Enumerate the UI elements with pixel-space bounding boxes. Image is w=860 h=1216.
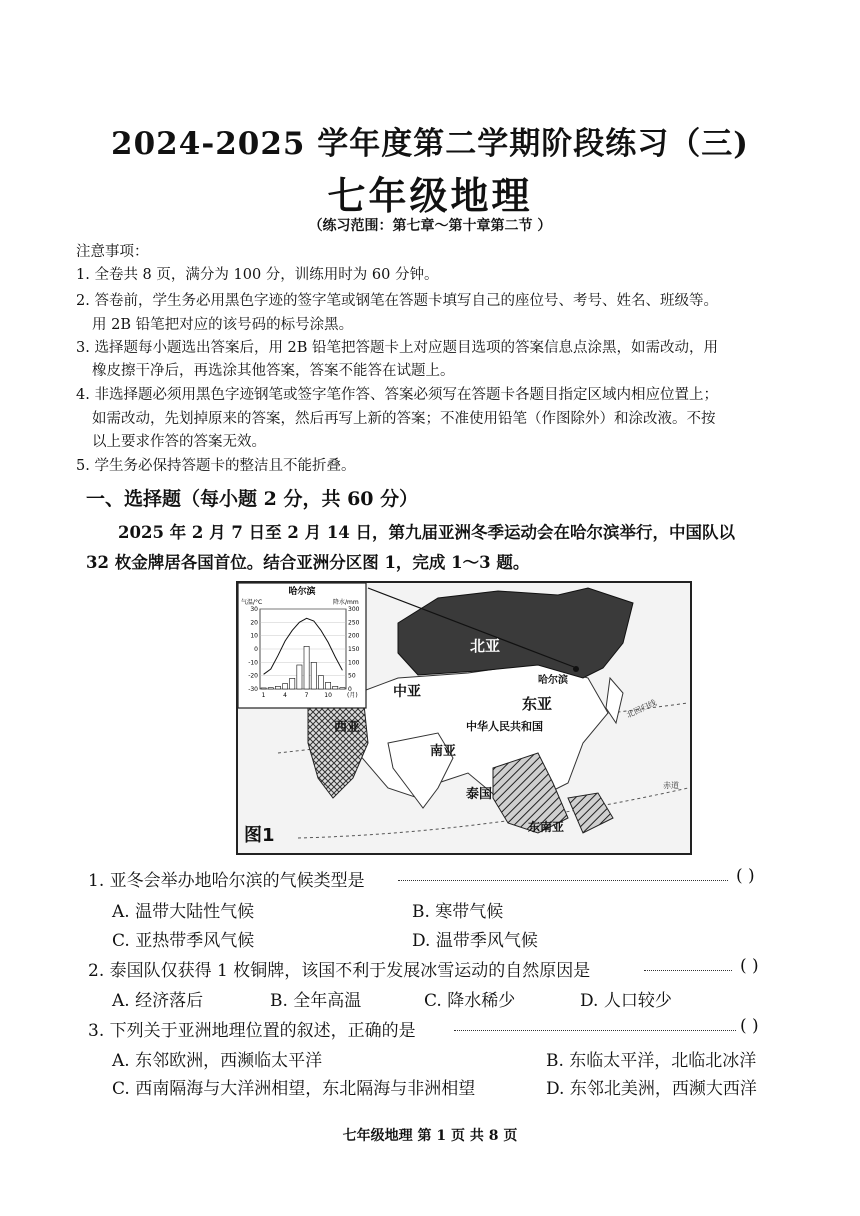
option-b: B. 全年高温 — [270, 991, 362, 1011]
section-heading: 一、选择题（每小题 2 分，共 60 分） — [86, 488, 419, 510]
note-line: 5. 学生务必保持答题卡的整洁且不能折叠。 — [76, 458, 356, 474]
precipitation-bar — [340, 688, 345, 689]
label-north-asia: 北亚 — [470, 637, 501, 655]
inset-right-tick: 250 — [348, 619, 360, 627]
precipitation-bar — [297, 665, 302, 689]
precipitation-bar — [275, 686, 280, 689]
option-a: A. 经济落后 — [112, 991, 204, 1011]
inset-left-tick: -20 — [248, 672, 258, 680]
inset-left-tick: 30 — [250, 606, 258, 613]
intro-text: 32 枚金牌居各国首位。结合亚洲分区图 1，完成 1～3 题。 — [86, 553, 530, 572]
answer-bracket: ( ) — [736, 866, 755, 886]
label-east-asia: 东亚 — [522, 695, 553, 713]
inset-right-tick: 200 — [348, 632, 360, 640]
inset-right-tick: 300 — [348, 606, 360, 613]
label-harbin: 哈尔滨 — [538, 675, 568, 686]
question-1-stem: 1. 亚冬会举办地哈尔滨的气候类型是 — [88, 871, 365, 891]
option-c: C. 亚热带季风气候 — [112, 931, 255, 951]
option-c: C. 西南隔海与大洋洲相望，东北隔海与非洲相望 — [112, 1079, 476, 1099]
inset-month-tick: 7 — [304, 692, 309, 699]
option-d: D. 温带季风气候 — [412, 931, 538, 951]
option-b: B. 寒带气候 — [412, 902, 504, 922]
inset-month-tick: 4 — [283, 692, 287, 699]
label-central-asia: 中亚 — [393, 684, 421, 700]
asia-region-map — [236, 581, 692, 855]
exam-title: 2024-2025 学年度第二学期阶段练习（三) — [111, 126, 749, 162]
option-a: A. 东邻欧洲，西濒临太平洋 — [112, 1051, 323, 1071]
label-thailand: 泰国 — [466, 787, 493, 802]
option-a: A. 温带大陆性气候 — [112, 902, 255, 922]
map-svg — [238, 583, 690, 853]
precipitation-bar — [268, 688, 273, 689]
intro-text: 2025 年 2 月 7 日至 2 月 14 日，第九届亚洲冬季运动会在哈尔滨举行，中国队以 — [118, 523, 736, 542]
north-asia-region — [398, 588, 633, 678]
note-line: 用 2B 铅笔把对应的该号码的标号涂黑。 — [92, 317, 354, 333]
note-line: 以上要求作答的答案无效。 — [92, 434, 266, 450]
precipitation-bar — [304, 646, 309, 689]
inset-left-tick: 10 — [250, 632, 258, 640]
exam-scope: （练习范围：第七章～第十章第二节 ） — [308, 218, 552, 234]
inset-left-tick: -30 — [248, 686, 258, 693]
note-line: 橡皮擦干净后，再选涂其他答案，答案不能答在试题上。 — [92, 363, 455, 379]
answer-bracket: ( ) — [740, 1016, 759, 1036]
label-southeast-asia: 东南亚 — [528, 820, 565, 834]
precipitation-bar — [326, 682, 331, 689]
inset-left-tick: -10 — [248, 659, 258, 667]
label-equator: 赤道 — [663, 781, 679, 790]
option-d: D. 人口较少 — [580, 991, 672, 1011]
note-line: 2. 答卷前，学生务必用黑色字迹的签字笔或钢笔在答题卡填写自己的座位号、考号、姓名、班级等。 — [76, 293, 718, 309]
notes-heading: 注意事项： — [76, 244, 149, 260]
note-line: 4. 非选择题必须用黑色字迹钢笔或签字笔作答、答案必须写在答题卡各题目指定区域内相应位置上； — [76, 387, 718, 403]
option-c: C. 降水稀少 — [424, 991, 516, 1011]
note-line: 3. 选择题每小题选出答案后，用 2B 铅笔把答题卡上对应题目选项的答案信息点涂黑，如需改动，用 — [76, 340, 719, 356]
precipitation-bar — [311, 662, 316, 689]
option-b: B. 东临太平洋，北临北冰洋 — [546, 1051, 757, 1071]
figure-label: 图1 — [244, 825, 275, 846]
inset-right-tick: 100 — [348, 659, 360, 667]
precipitation-bar — [261, 688, 266, 689]
inset-left-tick: 20 — [250, 619, 258, 627]
precipitation-bar — [333, 686, 338, 689]
leader-dots — [398, 880, 728, 881]
page-footer: 七年级地理 第 1 页 共 8 页 — [342, 1128, 518, 1144]
precipitation-bar — [283, 684, 288, 689]
label-west-asia: 西亚 — [334, 720, 361, 735]
option-d: D. 东邻北美洲，西濒大西洋 — [546, 1079, 757, 1099]
inset-right-tick: 0 — [348, 686, 352, 693]
leader-dots — [454, 1030, 736, 1031]
inset-right-axis-label: 降水/mm — [333, 599, 359, 606]
inset-title: 哈尔滨 — [288, 587, 316, 597]
question-3-stem: 3. 下列关于亚洲地理位置的叙述，正确的是 — [88, 1021, 416, 1041]
answer-bracket: ( ) — [740, 956, 759, 976]
precipitation-bar — [318, 676, 323, 689]
note-line: 1. 全卷共 8 页，满分为 100 分，训练用时为 60 分钟。 — [76, 267, 439, 283]
climate-chart-inset — [238, 583, 366, 708]
label-south-asia: 南亚 — [430, 744, 457, 759]
note-line: 如需改动，先划掉原来的答案，然后再写上新的答案；不准使用铅笔（作图除外）和涂改液。不按 — [92, 411, 716, 427]
inset-right-tick: 50 — [348, 672, 356, 680]
leader-dots — [644, 970, 732, 971]
question-2-stem: 2. 泰国队仅获得 1 枚铜牌，该国不利于发展冰雪运动的自然原因是 — [88, 961, 591, 981]
inset-month-tick: 10 — [324, 692, 332, 699]
inset-month-tick: 1 — [261, 692, 266, 699]
inset-month-unit: (月) — [347, 692, 358, 699]
label-china: 中华人民共和国 — [466, 720, 543, 733]
inset-left-tick: 0 — [254, 646, 258, 653]
subject-title: 七年级地理 — [327, 173, 533, 218]
inset-right-tick: 150 — [348, 646, 360, 653]
inset-left-axis-label: 气温/°C — [241, 599, 263, 606]
label-tropic: 北回归线 — [625, 698, 658, 720]
precipitation-bar — [290, 678, 295, 689]
